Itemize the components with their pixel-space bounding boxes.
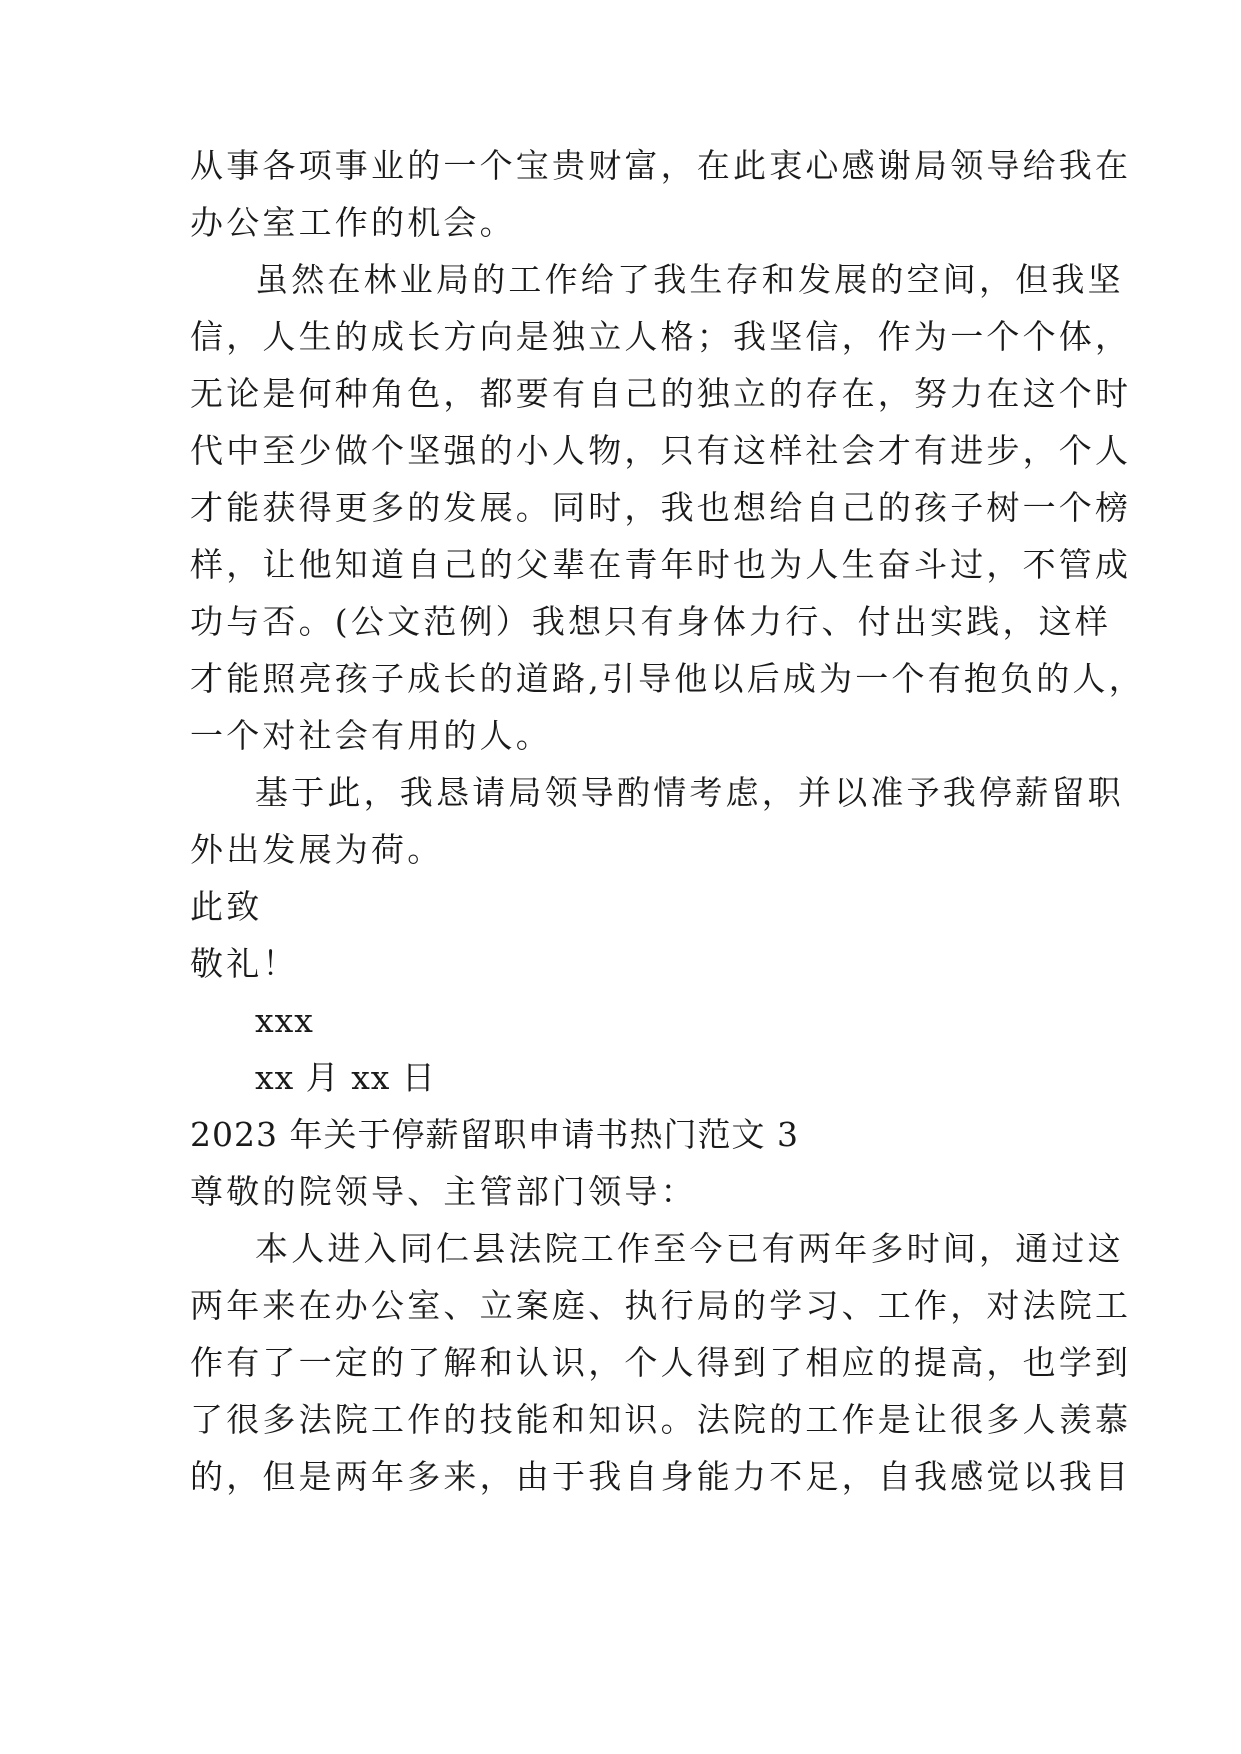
- paragraph-line: 本人进入同仁县法院工作至今已有两年多时间，通过这: [255, 1229, 1124, 1268]
- paragraph-line: 外出发展为荷。: [190, 830, 444, 869]
- paragraph-line: 样，让他知道自己的父辈在青年时也为人生奋斗过，不管成: [190, 545, 1132, 584]
- section-title: 2023 年关于停薪留职申请书热门范文 3: [190, 1115, 799, 1154]
- paragraph-line: 一个对社会有用的人。: [190, 716, 552, 755]
- letter-salutation: 尊敬的院领导、主管部门领导：: [190, 1172, 697, 1211]
- closing-regards: 敬礼！: [190, 944, 299, 983]
- signature-name: xxx: [255, 1001, 314, 1040]
- closing-salutation: 此致: [190, 887, 263, 926]
- paragraph-line: 信，人生的成长方向是独立人格；我坚信，作为一个个体，: [190, 317, 1132, 356]
- paragraph-line: 从事各项事业的一个宝贵财富，在此衷心感谢局领导给我在: [190, 146, 1132, 185]
- paragraph-line: 作有了一定的了解和认识，个人得到了相应的提高，也学到: [190, 1343, 1132, 1382]
- paragraph-line: 了很多法院工作的技能和知识。法院的工作是让很多人羡慕: [190, 1400, 1132, 1439]
- paragraph-line: 功与否。(公文范例）我想只有身体力行、付出实践，这样: [190, 602, 1112, 641]
- paragraph-line: 才能照亮孩子成长的道路,引导他以后成为一个有抱负的人，: [190, 659, 1145, 698]
- paragraph-line: 的，但是两年多来，由于我自身能力不足，自我感觉以我目: [190, 1457, 1132, 1496]
- paragraph-line: 两年来在办公室、立案庭、执行局的学习、工作，对法院工: [190, 1286, 1132, 1325]
- paragraph-line: 虽然在林业局的工作给了我生存和发展的空间，但我坚: [255, 260, 1124, 299]
- paragraph-line: 代中至少做个坚强的小人物，只有这样社会才有进步，个人: [190, 431, 1132, 470]
- paragraph-line: 无论是何种角色，都要有自己的独立的存在，努力在这个时: [190, 374, 1132, 413]
- paragraph-line: 基于此，我恳请局领导酌情考虑，并以准予我停薪留职: [255, 773, 1124, 812]
- signature-date: xx 月 xx 日: [255, 1058, 436, 1097]
- paragraph-line: 办公室工作的机会。: [190, 203, 516, 242]
- paragraph-line: 才能获得更多的发展。同时，我也想给自己的孩子树一个榜: [190, 488, 1132, 527]
